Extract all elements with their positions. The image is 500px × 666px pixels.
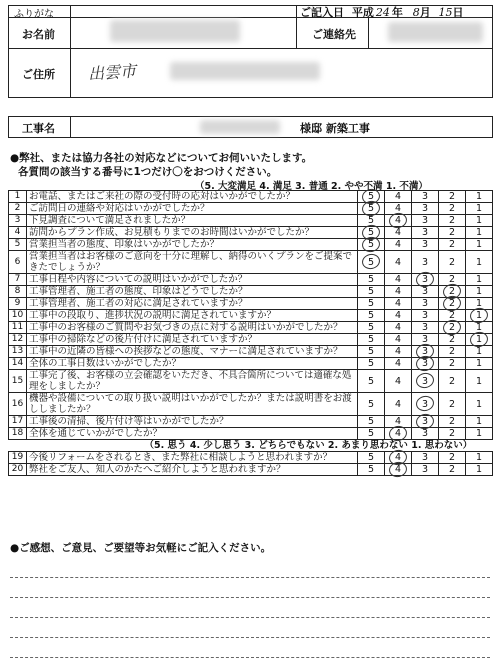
question-text: 機器や設備についての取り扱い説明はいかがでしたか？または説明書をお渡ししましたか？ — [27, 393, 358, 416]
score-label: 1 — [475, 416, 483, 427]
question-row — [9, 416, 493, 428]
month-unit: 月 — [419, 6, 431, 19]
score-option-4[interactable] — [385, 274, 412, 286]
question-text: 営業担当者はお客様のご意向を十分に理解し、納得のいくプランをご提案できたでしょうか？ — [27, 251, 358, 274]
score-label: 5 — [367, 452, 375, 463]
score-option-1[interactable] — [466, 452, 493, 464]
score-label: 5 — [367, 191, 375, 202]
score-label: 3 — [421, 227, 429, 238]
score-option-4[interactable] — [385, 298, 412, 310]
score-label: 3 — [421, 274, 429, 285]
question-number: 4 — [9, 227, 27, 239]
question-row — [9, 203, 493, 215]
score-option-5[interactable] — [358, 393, 385, 416]
score-option-2[interactable] — [439, 215, 466, 227]
score-label: 5 — [367, 310, 375, 321]
question-text: 下見調査について満足されましたか？ — [27, 215, 358, 227]
score-option-2[interactable] — [439, 334, 466, 346]
score-option-3[interactable] — [412, 310, 439, 322]
score-label: 3 — [421, 239, 429, 250]
score-option-3[interactable] — [412, 203, 439, 215]
score-label: 1 — [475, 203, 483, 214]
score-option-3[interactable] — [412, 452, 439, 464]
score-label: 3 — [421, 346, 429, 357]
score-option-1[interactable] — [466, 334, 493, 346]
score-label: 1 — [475, 239, 483, 250]
comment-line — [10, 637, 490, 638]
score-label: 3 — [421, 286, 429, 297]
era-label: 平成 — [351, 6, 374, 19]
name-label: お名前 — [22, 28, 55, 41]
score-label: 2 — [448, 398, 456, 410]
score-option-5[interactable] — [358, 310, 385, 322]
project-label: 工事名 — [22, 122, 55, 135]
score-label: 2 — [448, 239, 456, 250]
score-option-5[interactable] — [358, 334, 385, 346]
selected-circle-mark — [361, 252, 382, 270]
score-label: 3 — [421, 416, 429, 427]
score-option-3[interactable] — [412, 227, 439, 239]
selected-circle-mark — [415, 394, 436, 412]
question-number: 12 — [9, 334, 27, 346]
entry-date — [300, 4, 464, 20]
score-label: 1 — [475, 191, 483, 202]
score-option-5[interactable] — [358, 346, 385, 358]
question-row — [9, 227, 493, 239]
score-option-4[interactable] — [385, 464, 412, 476]
score-label: 5 — [367, 256, 375, 268]
question-row — [9, 452, 493, 464]
question-row — [9, 322, 493, 334]
score-label: 2 — [448, 298, 456, 309]
score-label: 3 — [421, 203, 429, 214]
year-unit: 年 — [391, 6, 403, 19]
score-label: 2 — [448, 191, 456, 202]
question-text: 全体の工事日数はいかがでしたか？ — [27, 358, 358, 370]
question-row — [9, 191, 493, 203]
score-label: 4 — [394, 346, 402, 357]
header-divider — [368, 17, 369, 48]
contact-label: ご連絡先 — [312, 28, 356, 41]
score-option-2[interactable] — [439, 227, 466, 239]
score-label: 4 — [394, 203, 402, 214]
question-number: 15 — [9, 370, 27, 393]
score-label: 4 — [394, 274, 402, 285]
score-label: 1 — [475, 464, 483, 475]
score-label: 1 — [475, 452, 483, 463]
question-text: 工事管理者、施工者の対応に満足されていますか？ — [27, 298, 358, 310]
score-option-1[interactable] — [466, 393, 493, 416]
question-number: 17 — [9, 416, 27, 428]
question-row — [9, 310, 493, 322]
score-label: 4 — [394, 358, 402, 369]
score-label: 4 — [394, 398, 402, 410]
question-number: 1 — [9, 191, 27, 203]
question-row — [9, 370, 493, 393]
score-label: 4 — [394, 191, 402, 202]
question-text: 工事日程や内容についての説明はいかがでしたか？ — [27, 274, 358, 286]
question-text: ご訪問日の連絡や対応はいかがでしたか？ — [27, 203, 358, 215]
score-label: 5 — [367, 346, 375, 357]
score-option-5[interactable] — [358, 298, 385, 310]
score-label: 2 — [448, 464, 456, 475]
score-option-1[interactable] — [466, 274, 493, 286]
header-divider — [296, 5, 297, 48]
day-value: 15 — [438, 6, 453, 19]
score-option-1[interactable] — [466, 428, 493, 440]
score-label: 2 — [448, 428, 456, 439]
score-option-1[interactable] — [466, 203, 493, 215]
score-label: 3 — [421, 256, 429, 268]
score-option-3[interactable] — [412, 286, 439, 298]
address-handwritten: 出雲市 — [87, 61, 137, 84]
score-label: 1 — [475, 346, 483, 357]
score-label: 1 — [475, 398, 483, 410]
question-text: 営業担当者の態度、印象はいかがでしたか？ — [27, 239, 358, 251]
score-label: 5 — [367, 464, 375, 475]
score-label: 1 — [475, 286, 483, 297]
question-text: 工事中の近隣の皆様への挨拶などの態度、マナーに満足されていますか？ — [27, 346, 358, 358]
score-option-4[interactable] — [385, 346, 412, 358]
score-label: 5 — [367, 416, 375, 427]
score-option-4[interactable] — [385, 251, 412, 274]
comment-line — [10, 617, 490, 618]
score-option-5[interactable] — [358, 274, 385, 286]
score-option-3[interactable] — [412, 251, 439, 274]
score-label: 4 — [394, 239, 402, 250]
question-row — [9, 428, 493, 440]
score-label: 2 — [448, 256, 456, 268]
question-row — [9, 464, 493, 476]
score-option-1[interactable] — [466, 286, 493, 298]
redacted-address — [170, 62, 320, 80]
score-label: 2 — [448, 334, 456, 345]
score-label: 5 — [367, 274, 375, 285]
question-number: 11 — [9, 322, 27, 334]
score-label: 5 — [367, 215, 375, 226]
survey-section-b — [9, 452, 493, 476]
score-label: 3 — [421, 358, 429, 369]
score-option-4[interactable] — [385, 334, 412, 346]
score-label: 3 — [421, 191, 429, 202]
question-number: 6 — [9, 251, 27, 274]
question-number: 13 — [9, 346, 27, 358]
question-number: 8 — [9, 286, 27, 298]
score-option-3[interactable] — [412, 239, 439, 251]
score-option-2[interactable] — [439, 346, 466, 358]
question-row — [9, 298, 493, 310]
survey-section-a — [9, 191, 493, 440]
question-number: 10 — [9, 310, 27, 322]
selected-circle-mark — [388, 460, 409, 478]
question-number: 19 — [9, 452, 27, 464]
score-label: 1 — [475, 428, 483, 439]
score-option-4[interactable] — [385, 310, 412, 322]
score-option-4[interactable] — [385, 370, 412, 393]
score-label: 4 — [394, 286, 402, 297]
score-option-3[interactable] — [412, 215, 439, 227]
score-label: 2 — [448, 452, 456, 463]
question-row — [9, 239, 493, 251]
score-option-2[interactable] — [439, 452, 466, 464]
day-unit: 日 — [452, 6, 464, 19]
score-option-4[interactable] — [385, 286, 412, 298]
question-row — [9, 393, 493, 416]
score-option-1[interactable] — [466, 358, 493, 370]
score-option-3[interactable] — [412, 464, 439, 476]
score-label: 3 — [421, 298, 429, 309]
score-label: 3 — [421, 334, 429, 345]
address-label: ご住所 — [22, 68, 55, 81]
score-label: 2 — [448, 310, 456, 321]
score-label: 1 — [475, 227, 483, 238]
score-option-5[interactable] — [358, 452, 385, 464]
question-text: 全体を通じていかがでしたか？ — [27, 428, 358, 440]
score-option-1[interactable] — [466, 464, 493, 476]
score-label: 1 — [475, 322, 483, 333]
score-label: 5 — [367, 375, 375, 387]
score-option-3[interactable] — [412, 298, 439, 310]
question-number: 16 — [9, 393, 27, 416]
score-label: 4 — [394, 227, 402, 238]
question-text: 工事中の段取り、進捗状況の説明に満足されていますか？ — [27, 310, 358, 322]
score-label: 5 — [367, 298, 375, 309]
score-label: 5 — [367, 227, 375, 238]
month-value: 8 — [412, 6, 420, 19]
question-text: 工事後の清掃、後片付け等はいかがでしたか？ — [27, 416, 358, 428]
score-option-1[interactable] — [466, 416, 493, 428]
score-option-3[interactable] — [412, 358, 439, 370]
score-label: 2 — [448, 375, 456, 387]
score-label: 2 — [448, 346, 456, 357]
redacted-name — [110, 20, 240, 42]
score-option-1[interactable] — [466, 239, 493, 251]
question-text: 工事完了後、お客様の立会確認をいただき、不具合箇所については適確な処理をしましたか？ — [27, 370, 358, 393]
score-label: 1 — [475, 358, 483, 369]
score-label: 5 — [367, 322, 375, 333]
selected-circle-mark — [415, 371, 436, 389]
scale-b-legend: （5. 思う 4. 少し思う 3. どちらでもない 2. あまり思わない 1. 思わない） — [144, 440, 473, 451]
score-label: 5 — [367, 398, 375, 410]
score-option-1[interactable] — [466, 346, 493, 358]
question-row — [9, 334, 493, 346]
score-option-3[interactable] — [412, 416, 439, 428]
score-label: 2 — [448, 203, 456, 214]
score-label: 5 — [367, 428, 375, 439]
score-option-2[interactable] — [439, 416, 466, 428]
entry-date-label: ご記入日 — [300, 6, 344, 19]
question-row — [9, 274, 493, 286]
project-suffix: 様邸 新築工事 — [300, 122, 370, 135]
score-option-5[interactable] — [358, 239, 385, 251]
score-label: 2 — [448, 286, 456, 297]
score-label: 3 — [421, 375, 429, 387]
question-number: 18 — [9, 428, 27, 440]
score-label: 4 — [394, 416, 402, 427]
score-option-3[interactable] — [412, 370, 439, 393]
score-option-1[interactable] — [466, 215, 493, 227]
question-text: 工事中のお客様のご質問やお気づきの点に対する説明はいかがでしたか？ — [27, 322, 358, 334]
score-label: 3 — [421, 310, 429, 321]
score-label: 1 — [475, 274, 483, 285]
score-option-3[interactable] — [412, 191, 439, 203]
score-label: 4 — [394, 215, 402, 226]
comment-line — [10, 657, 490, 658]
score-option-4[interactable] — [385, 191, 412, 203]
score-option-2[interactable] — [439, 298, 466, 310]
question-text: お電話、またはご来社の際の受付時の応対はいかがでしたか？ — [27, 191, 358, 203]
score-option-1[interactable] — [466, 370, 493, 393]
score-option-1[interactable] — [466, 310, 493, 322]
score-label: 5 — [367, 203, 375, 214]
score-option-2[interactable] — [439, 464, 466, 476]
score-label: 3 — [421, 322, 429, 333]
score-option-2[interactable] — [439, 322, 466, 334]
score-label: 1 — [475, 334, 483, 345]
question-row — [9, 358, 493, 370]
score-label: 2 — [448, 274, 456, 285]
question-text: 弊社をご友人、知人のかたへご紹介しようと思われますか？ — [27, 464, 358, 476]
score-label: 1 — [475, 375, 483, 387]
question-number: 20 — [9, 464, 27, 476]
score-option-1[interactable] — [466, 191, 493, 203]
score-option-2[interactable] — [439, 191, 466, 203]
score-label: 4 — [394, 452, 402, 463]
redacted-project — [200, 120, 280, 134]
survey-scale-b — [9, 440, 493, 452]
score-label: 5 — [367, 286, 375, 297]
question-number: 5 — [9, 239, 27, 251]
question-number: 14 — [9, 358, 27, 370]
score-option-1[interactable] — [466, 251, 493, 274]
project-divider — [70, 116, 71, 138]
score-label: 4 — [394, 256, 402, 268]
score-option-5[interactable] — [358, 416, 385, 428]
score-option-4[interactable] — [385, 428, 412, 440]
question-text: 訪問からプラン作成、お見積もりまでのお時間はいかがでしたか？ — [27, 227, 358, 239]
comment-line — [10, 597, 490, 598]
score-label: 2 — [448, 358, 456, 369]
score-option-5[interactable] — [358, 286, 385, 298]
score-option-4[interactable] — [385, 227, 412, 239]
score-label: 3 — [421, 398, 429, 410]
intro-line-2: 各質問の該当する番号に1つだけ〇をおつけください。 — [18, 166, 278, 178]
question-row — [9, 215, 493, 227]
score-label: 5 — [367, 358, 375, 369]
header-divider — [70, 5, 71, 17]
scale-a-legend: （5. 大変満足 4. 満足 3. 普通 2. やや不満 1. 不満） — [195, 181, 428, 192]
score-label: 4 — [394, 310, 402, 321]
comments-area[interactable] — [8, 555, 493, 660]
score-label: 4 — [394, 334, 402, 345]
score-option-5[interactable] — [358, 203, 385, 215]
score-option-5[interactable] — [358, 428, 385, 440]
header-divider — [8, 48, 493, 49]
question-number: 2 — [9, 203, 27, 215]
survey-table — [8, 190, 493, 476]
score-option-2[interactable] — [439, 203, 466, 215]
score-label: 4 — [394, 464, 402, 475]
question-text: 工事管理者、施工者の態度、印象はどうでしたか？ — [27, 286, 358, 298]
question-row — [9, 251, 493, 274]
score-label: 2 — [448, 322, 456, 333]
question-number: 7 — [9, 274, 27, 286]
furigana-label: ふりがな — [14, 9, 54, 20]
score-option-2[interactable] — [439, 393, 466, 416]
question-number: 9 — [9, 298, 27, 310]
score-label: 3 — [421, 428, 429, 439]
score-option-4[interactable] — [385, 358, 412, 370]
question-row — [9, 286, 493, 298]
score-option-3[interactable] — [412, 428, 439, 440]
score-option-3[interactable] — [412, 322, 439, 334]
year-value: 24 — [375, 6, 390, 19]
score-option-4[interactable] — [385, 393, 412, 416]
comment-line — [10, 577, 490, 578]
score-option-2[interactable] — [439, 239, 466, 251]
score-label: 1 — [475, 298, 483, 309]
score-option-2[interactable] — [439, 251, 466, 274]
score-label: 2 — [448, 227, 456, 238]
score-label: 4 — [394, 428, 402, 439]
score-label: 2 — [448, 416, 456, 427]
score-label: 4 — [394, 375, 402, 387]
score-option-4[interactable] — [385, 239, 412, 251]
score-option-5[interactable] — [358, 358, 385, 370]
score-label: 2 — [448, 215, 456, 226]
redacted-contact — [388, 22, 483, 42]
score-option-5[interactable] — [358, 464, 385, 476]
score-option-5[interactable] — [358, 322, 385, 334]
intro-line-1: ●弊社、または協力各社の対応などについてお伺いいたします。 — [10, 152, 313, 164]
question-number: 3 — [9, 215, 27, 227]
score-label: 3 — [421, 452, 429, 463]
score-label: 5 — [367, 239, 375, 250]
score-option-5[interactable] — [358, 370, 385, 393]
score-label: 4 — [394, 298, 402, 309]
score-label: 3 — [421, 215, 429, 226]
question-row — [9, 346, 493, 358]
score-label: 4 — [394, 322, 402, 333]
question-text: 工事中の掃除などの後片付けに満足されていますか？ — [27, 334, 358, 346]
score-option-5[interactable] — [358, 251, 385, 274]
score-option-1[interactable] — [466, 227, 493, 239]
score-label: 3 — [421, 464, 429, 475]
score-label: 5 — [367, 334, 375, 345]
score-option-4[interactable] — [385, 322, 412, 334]
score-option-3[interactable] — [412, 274, 439, 286]
score-option-2[interactable] — [439, 370, 466, 393]
comments-label: ●ご感想、ご意見、ご要望等お気軽にご記入ください。 — [10, 542, 272, 554]
score-label: 1 — [475, 310, 483, 321]
score-option-2[interactable] — [439, 358, 466, 370]
score-option-4[interactable] — [385, 215, 412, 227]
score-label: 1 — [475, 256, 483, 268]
header-divider — [70, 17, 71, 98]
score-option-3[interactable] — [412, 393, 439, 416]
score-option-2[interactable] — [439, 428, 466, 440]
score-label: 1 — [475, 215, 483, 226]
question-text: 今後リフォームをされるとき、また弊社に相談しようと思われますか？ — [27, 452, 358, 464]
